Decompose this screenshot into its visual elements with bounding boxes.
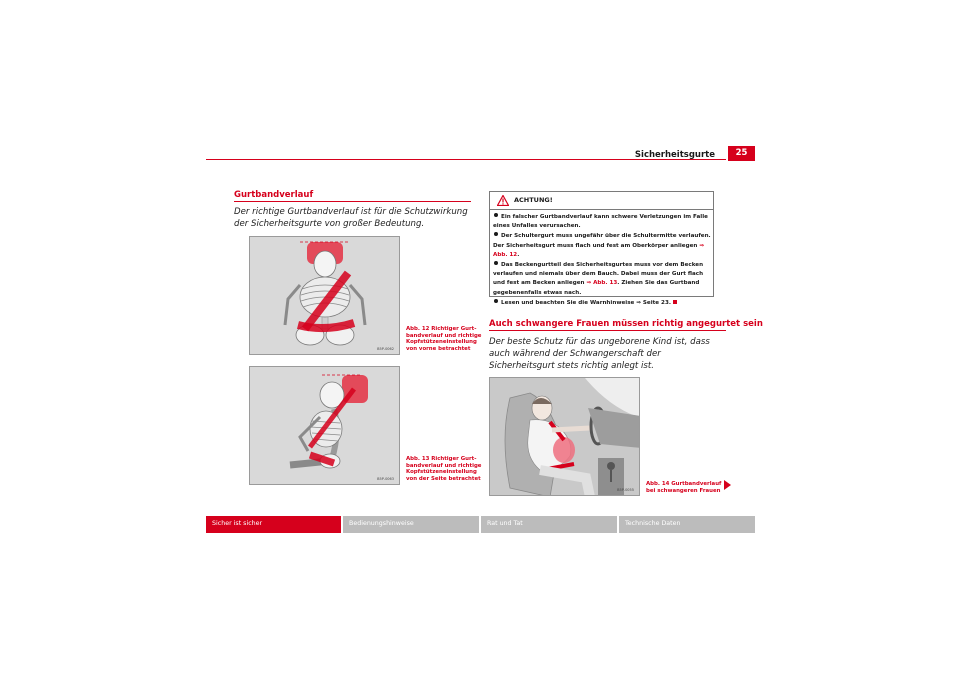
section-intro: Der beste Schutz für das ungeborene Kind ist, dass auch während der Schwangerschaft der Sicherheitsgurt stets richtig anlegt ist. <box>489 337 710 371</box>
footer-tab-technische-daten[interactable]: Technische Daten <box>619 516 755 533</box>
warning-item: Der Schultergurt muss ungefähr über die Schultermitte verlaufen. Der Sicherheitsgurt muss flach und fest am Oberkörper anliegen ⇒ Abb. 12. <box>493 233 711 258</box>
figure-pregnant-woman-belt <box>489 377 640 496</box>
warning-list <box>493 213 713 309</box>
end-marker <box>673 300 677 304</box>
figure-code: B5P-0063 <box>377 477 394 481</box>
figure-belt-side-view <box>249 366 400 485</box>
footer-tab-sicher-ist-sicher[interactable]: Sicher ist sicher <box>206 516 341 533</box>
warning-triangle-icon <box>497 195 509 206</box>
section-title-pregnant: Auch schwangere Frauen müssen richtig angegurtet sein <box>489 319 763 329</box>
continue-arrow-icon <box>724 480 731 490</box>
chapter-title: Sicherheitsgurte <box>634 150 715 160</box>
figure-caption-14: Abb. 14 Gurtbandverlauf bei schwangeren Frauen <box>646 481 722 494</box>
warning-item: Lesen und beachten Sie die Warnhinweise ⇒ Seite 23. <box>493 299 713 308</box>
section-intro: Der richtige Gurtbandverlauf ist für die Schutzwirkung der Sicherheitsgurte von großer Bedeutung. <box>234 207 468 229</box>
page-number: 25 <box>728 146 755 161</box>
figure-caption-13: Abb. 13 Richtiger Gurt- bandverlauf und richtige Kopfstützeneinstellung von der Seite betrachtet <box>406 456 482 482</box>
warning-header <box>490 192 713 210</box>
figure-caption-12: Abb. 12 Richtiger Gurt- bandverlauf und richtige Kopfstützeneinstellung von vorne betrachtet <box>406 326 482 352</box>
figure-ref-link[interactable]: ⇒ Abb. 13 <box>586 280 618 287</box>
figure-code: B5P-0062 <box>377 347 394 351</box>
skeleton-front-illustration <box>250 237 400 355</box>
figure-ref-link[interactable]: ⇒ Abb. 12 <box>493 242 705 258</box>
warning-title: ACHTUNG! <box>514 196 553 204</box>
section-rule <box>489 330 726 331</box>
section-rule <box>234 201 471 202</box>
figure-belt-front-view <box>249 236 400 355</box>
warning-item: Das Beckengurtteil des Sicherheitsgurtes muss vor dem Becken verlaufen und niemals über dem Bauch. Dabei muss der Gurt flach und fest am Becken anliegen ⇒ Abb. 13. Ziehen Sie das Gurtband gegebenenfalls etwas nach. <box>493 262 704 296</box>
figure-code: B5P-0055 <box>617 488 634 492</box>
section-title-gurtbandverlauf: Gurtbandverlauf <box>234 190 314 200</box>
skeleton-side-illustration <box>250 367 400 485</box>
footer-tab-rat-und-tat[interactable]: Rat und Tat <box>481 516 617 533</box>
pregnant-driver-illustration <box>490 378 640 496</box>
warning-item: Ein falscher Gurtbandverlauf kann schwere Verletzungen im Falle eines Unfalles verursachen. <box>493 214 708 230</box>
warning-box <box>489 191 714 306</box>
footer-tab-bedienungshinweise[interactable]: Bedienungshinweise <box>343 516 479 533</box>
